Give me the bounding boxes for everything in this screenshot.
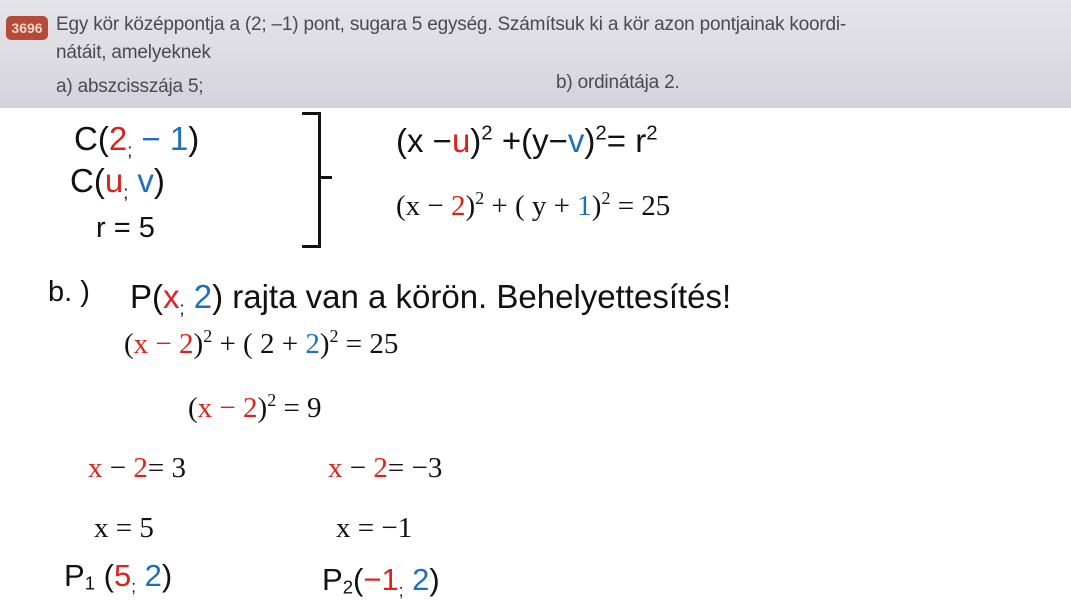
point-on-circle-statement: P(x; 2) rajta van a körön. Behelyettesítés! <box>130 278 732 319</box>
point-p2: $P_2(-1$; 2) <box>322 562 440 600</box>
problem-text-line-2: nátáit, amelyeknek <box>56 42 211 63</box>
problem-part-a: a) abszcisszája 5; <box>56 76 204 97</box>
part-b-label: b. ) <box>48 276 90 308</box>
substituted-equation: $(x - 2)^2$ + ( 2 + 2)$^2$ = 25 <box>124 325 399 360</box>
specific-circle-equation: $(x - 2)^2$ + ( y + 1)$^2$ = 25 <box>396 187 671 222</box>
point-p1: $P_1$ (5; 2) <box>64 558 173 596</box>
center-general: C(u; v) <box>70 162 165 203</box>
general-circle-equation: $(x -u)^2 +(y-v)^2= r^2$ <box>396 121 658 159</box>
bracket-symbol <box>302 112 321 248</box>
bracket-tick <box>318 176 332 179</box>
textbook-problem-photo <box>0 0 1071 108</box>
radius-given: r = 5 <box>96 212 155 244</box>
problem-text-line-1: Egy kör középpontja a (2; –1) pont, sugara 5 egység. Számítsuk ki a kör azon pontjainak koordi- <box>56 14 847 35</box>
problem-number-badge: 3696 <box>6 16 48 40</box>
solution-x-minus-1: x = −1 <box>336 512 413 544</box>
case-negative-root: x − 2= −3 <box>328 452 443 484</box>
center-given: C(2; − 1) <box>74 120 200 161</box>
problem-part-b: b) ordinátája 2. <box>556 72 680 93</box>
solution-x-5: x = 5 <box>94 512 154 544</box>
case-positive-root: x − 2= 3 <box>88 452 186 484</box>
simplified-equation: $(x - 2)^2 = 9$ <box>188 389 322 424</box>
